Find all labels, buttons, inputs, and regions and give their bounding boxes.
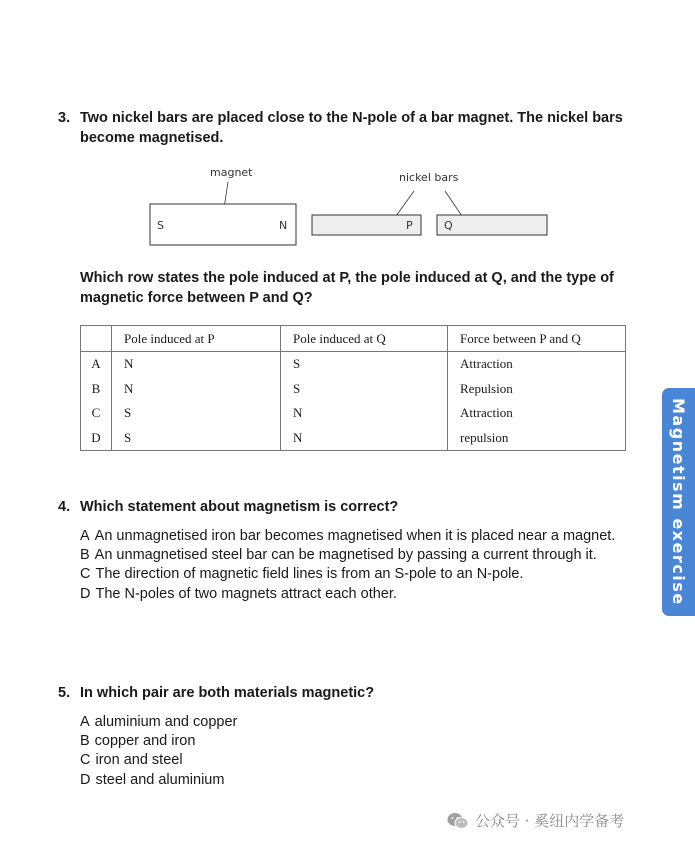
row-letter: B <box>81 377 112 402</box>
header-cell: Pole induced at P <box>112 326 281 352</box>
option-letter: A <box>80 714 90 730</box>
wechat-icon <box>447 812 469 830</box>
question-5 <box>58 683 628 703</box>
option-letter: A <box>80 528 90 544</box>
table-row <box>81 426 626 451</box>
option-text: An unmagnetised steel bar can be magnetised by passing a current through it. <box>94 547 597 564</box>
row-letter: D <box>81 426 112 451</box>
option-c <box>80 565 625 584</box>
cell-force: Attraction <box>460 405 513 421</box>
watermark <box>447 810 624 831</box>
question-text: In which pair are both materials magnetic? <box>80 685 375 701</box>
side-tab-label: Magnetism exercise <box>669 398 688 606</box>
header-cell: Force between P and Q <box>448 326 626 352</box>
end-p: P <box>406 219 413 232</box>
magnet-diagram <box>140 160 560 255</box>
option-c <box>80 751 625 770</box>
nickel-bar-1 <box>312 215 421 235</box>
option-b <box>80 732 625 751</box>
option-d <box>80 771 625 790</box>
cell-pole-q: N <box>281 426 448 451</box>
question-4 <box>58 497 628 517</box>
row-letter: A <box>81 352 112 377</box>
option-letter: D <box>80 771 91 788</box>
option-letter: D <box>80 585 91 602</box>
question-text: Two nickel bars are placed close to the N-pole of a bar magnet. The nickel bars become magnetised. <box>80 110 623 146</box>
watermark-text: 公众号 · 奚纽内学备考 <box>475 812 625 830</box>
cell-pole-p: S <box>112 426 281 451</box>
sub-question: Which row states the pole induced at P, the pole induced at Q, and the type of magnetic force between P and Q? <box>80 270 614 306</box>
cell-pole-q: S <box>281 377 448 402</box>
pole-s: S <box>157 219 164 232</box>
table-row <box>81 401 626 426</box>
magnet-label: magnet <box>210 166 253 179</box>
cell-force: Attraction <box>460 356 513 372</box>
cell-pole-p: N <box>112 377 281 402</box>
option-letter: C <box>80 752 91 769</box>
question-3 <box>58 108 628 148</box>
option-letter: B <box>80 547 90 564</box>
pole-n: N <box>279 219 288 232</box>
option-letter: B <box>80 733 90 750</box>
nickel-bars-label: nickel bars <box>399 171 459 184</box>
option-text: iron and steel <box>95 752 183 769</box>
cell-force: repulsion <box>460 429 509 445</box>
bar-magnet <box>150 204 296 245</box>
row-letter: C <box>81 401 112 426</box>
option-text: An unmagnetised iron bar becomes magnetised when it is placed near a magnet. <box>94 528 616 544</box>
option-text: The N-poles of two magnets attract each other. <box>95 585 397 602</box>
option-a <box>80 527 625 546</box>
answer-table <box>80 325 626 451</box>
option-text: aluminium and copper <box>94 714 238 730</box>
cell-force: Repulsion <box>460 380 513 396</box>
option-a <box>80 713 625 732</box>
nickel-bar-2 <box>437 215 547 235</box>
question-text: Which statement about magnetism is correct? <box>80 499 399 515</box>
question-number: 5. <box>58 685 71 701</box>
pointer-p <box>396 191 414 216</box>
question-number: 4. <box>58 499 71 515</box>
header-cell <box>81 326 112 352</box>
option-text: steel and aluminium <box>95 771 225 788</box>
option-b <box>80 546 625 565</box>
question-number: 3. <box>58 110 71 126</box>
option-d <box>80 585 625 604</box>
q5-options <box>80 713 625 790</box>
table-row <box>81 377 626 402</box>
cell-pole-p: N <box>112 352 281 377</box>
cell-pole-q: N <box>281 401 448 426</box>
option-text: The direction of magnetic field lines is from an S-pole to an N-pole. <box>95 566 524 583</box>
side-tab[interactable] <box>662 388 695 616</box>
option-text: copper and iron <box>94 733 196 750</box>
q4-options <box>80 527 625 604</box>
header-cell: Pole induced at Q <box>281 326 448 352</box>
cell-pole-p: S <box>112 401 281 426</box>
option-letter: C <box>80 566 91 583</box>
end-q: Q <box>444 219 453 232</box>
table-row <box>81 352 626 377</box>
table-header-row <box>81 326 626 352</box>
cell-pole-q: S <box>281 352 448 377</box>
